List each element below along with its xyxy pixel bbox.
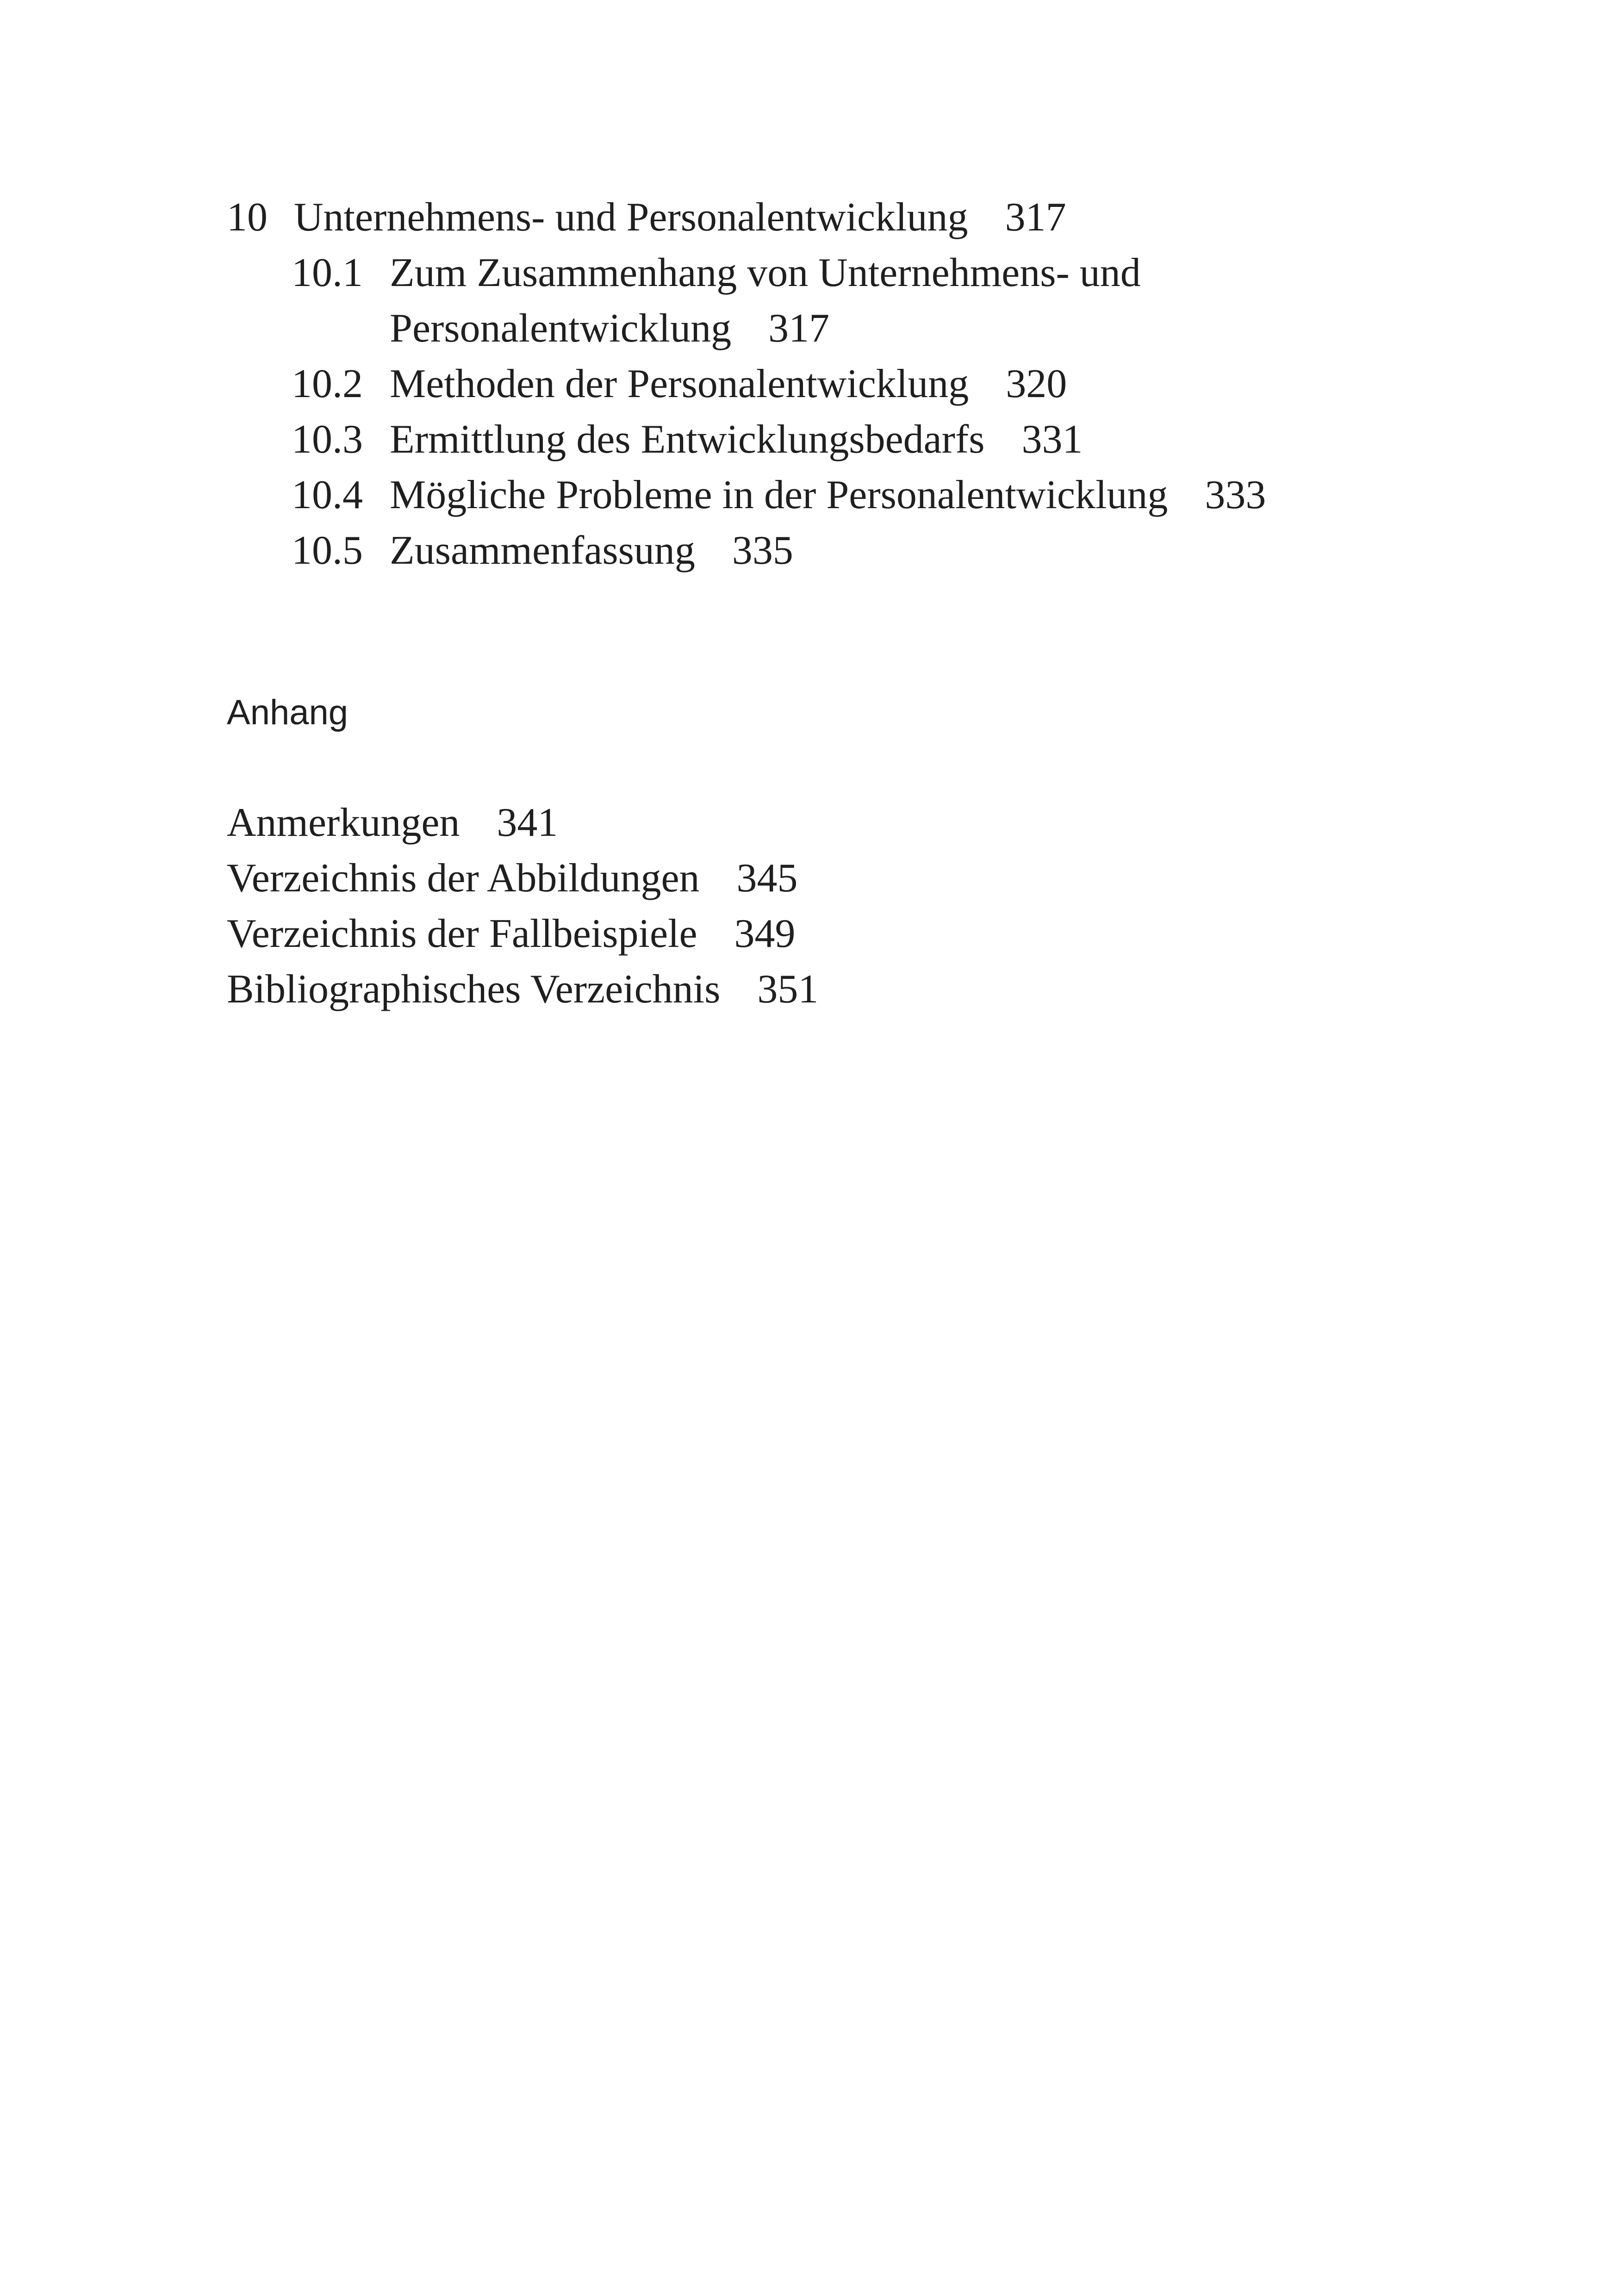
appendix-entry-title: Anmerkungen [227,800,460,845]
section-page-number: 335 [732,528,793,573]
appendix-entry-page: 341 [497,800,558,845]
appendix-entry-page: 351 [757,967,819,1012]
toc-section-entry[interactable] [292,523,1266,579]
section-title-line: Personalentwicklung [390,306,732,351]
toc-section-entry[interactable] [292,356,1266,412]
appendix-entry[interactable] [227,906,818,962]
toc-chapter-entry[interactable] [227,190,1066,245]
section-number: 10.4 [292,473,363,517]
appendix-entry-title: Verzeichnis der Abbildungen [227,856,700,901]
appendix-entry-page: 345 [736,856,798,901]
chapter-page-number: 317 [1005,195,1066,240]
section-title-line: Mögliche Probleme in der Personalentwicklung [390,473,1168,517]
section-page-number: 320 [1006,361,1067,406]
appendix-heading: Anhang [227,693,348,732]
section-number: 10.2 [292,361,363,406]
appendix-entry[interactable] [227,795,818,851]
chapter-number: 10 [227,195,268,240]
section-title-line: Methoden der Personalentwicklung [390,361,969,406]
toc-section-entry[interactable] [292,467,1266,523]
section-number: 10.5 [292,528,363,573]
section-page-number: 333 [1205,473,1266,517]
appendix-entry[interactable] [227,851,818,906]
section-number: 10.1 [292,250,363,295]
section-title-line: Ermittlung des Entwicklungsbedarfs [390,417,985,462]
appendix-entry-title: Verzeichnis der Fallbeispiele [227,911,697,956]
section-page-number: 317 [768,306,830,351]
section-number: 10.3 [292,417,363,462]
section-title-line: Zum Zusammenhang von Unternehmens- und [390,250,1141,295]
toc-section-entry[interactable] [292,412,1266,467]
toc-section-entry[interactable] [292,245,1266,356]
appendix-entry-page: 349 [734,911,796,956]
section-page-number: 331 [1021,417,1083,462]
toc-section-list [292,245,1266,579]
section-title-line: Zusammenfassung [390,528,695,573]
chapter-title: Unternehmens- und Personalentwicklung [294,195,968,240]
appendix-entry-title: Bibliographisches Verzeichnis [227,967,721,1012]
appendix-entry[interactable] [227,962,818,1017]
appendix-list [227,795,818,1017]
